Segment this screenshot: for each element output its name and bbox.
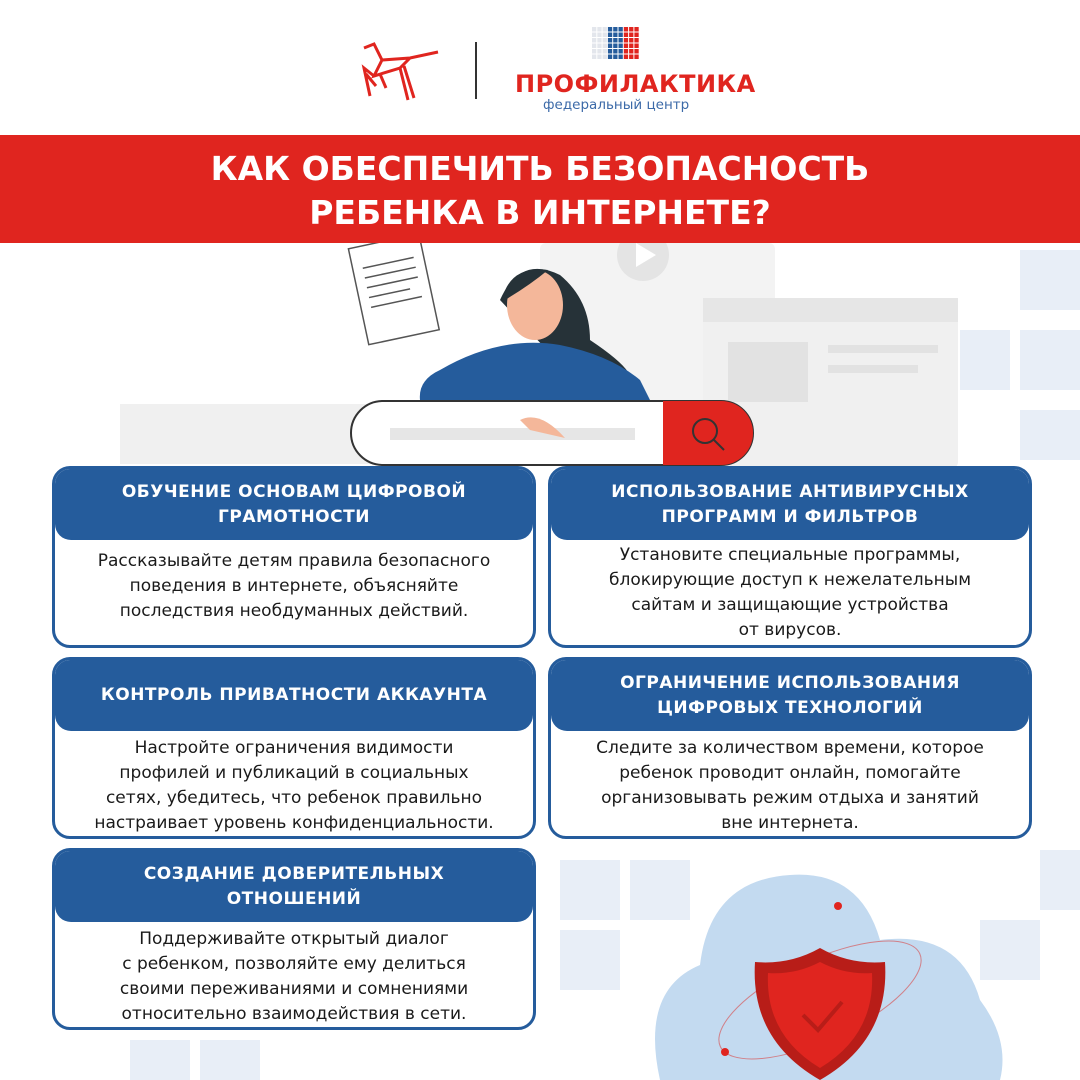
header	[0, 0, 1080, 135]
logo-divider	[475, 42, 477, 99]
card-text: Установите специальные программы, блокирующие доступ к нежелательным сайтам и защищающие устройства от вирусов.	[608, 545, 972, 640]
page-title: КАК ОБЕСПЕЧИТЬ БЕЗОПАСНОСТЬ РЕБЕНКА В ИНТЕРНЕТЕ?	[0, 135, 1080, 243]
card-title: КОНТРОЛЬ ПРИВАТНОСТИ АККАУНТА	[55, 660, 533, 731]
card-text: Поддерживайте открытый диалог с ребенком, позволяйте ему делиться своими переживаниями и сомнениями относительно взаимодействия в сети.	[119, 929, 469, 1024]
card-title: СОЗДАНИЕ ДОВЕРИТЕЛЬНЫХ ОТНОШЕНИЙ	[55, 851, 533, 922]
card-text: Рассказывайте детям правила безопасного поведения в интернете, объясняйте последствия необдуманных действий.	[97, 551, 491, 621]
card-privacy	[52, 657, 536, 839]
logo-subtitle: федеральный центр	[543, 97, 690, 113]
card-title: ОБУЧЕНИЕ ОСНОВАМ ЦИФРОВОЙ ГРАМОТНОСТИ	[55, 469, 533, 540]
card-text: Настройте ограничения видимости профилей и публикаций в социальных сетях, убедитесь, что ребенок правильно настраивает уровень конфиденциальности.	[94, 738, 494, 833]
card-title: ИСПОЛЬЗОВАНИЕ АНТИВИРУСНЫХ ПРОГРАММ И ФИЛЬТРОВ	[551, 469, 1029, 540]
card-antivirus	[548, 466, 1032, 648]
flag-grid-logo-icon	[592, 27, 640, 61]
card-limit-usage	[548, 657, 1032, 839]
horse-logo-icon	[360, 38, 442, 102]
card-title: ОГРАНИЧЕНИЕ ИСПОЛЬЗОВАНИЯ ЦИФРОВЫХ ТЕХНОЛОГИЙ	[551, 660, 1029, 731]
card-text: Следите за количеством времени, которое ребенок проводит онлайн, помогайте организовывать режим отдыха и занятий вне интернета.	[596, 738, 984, 833]
card-trust	[52, 848, 536, 1030]
logo-name: ПРОФИЛАКТИКА	[515, 70, 756, 98]
card-digital-literacy	[52, 466, 536, 648]
